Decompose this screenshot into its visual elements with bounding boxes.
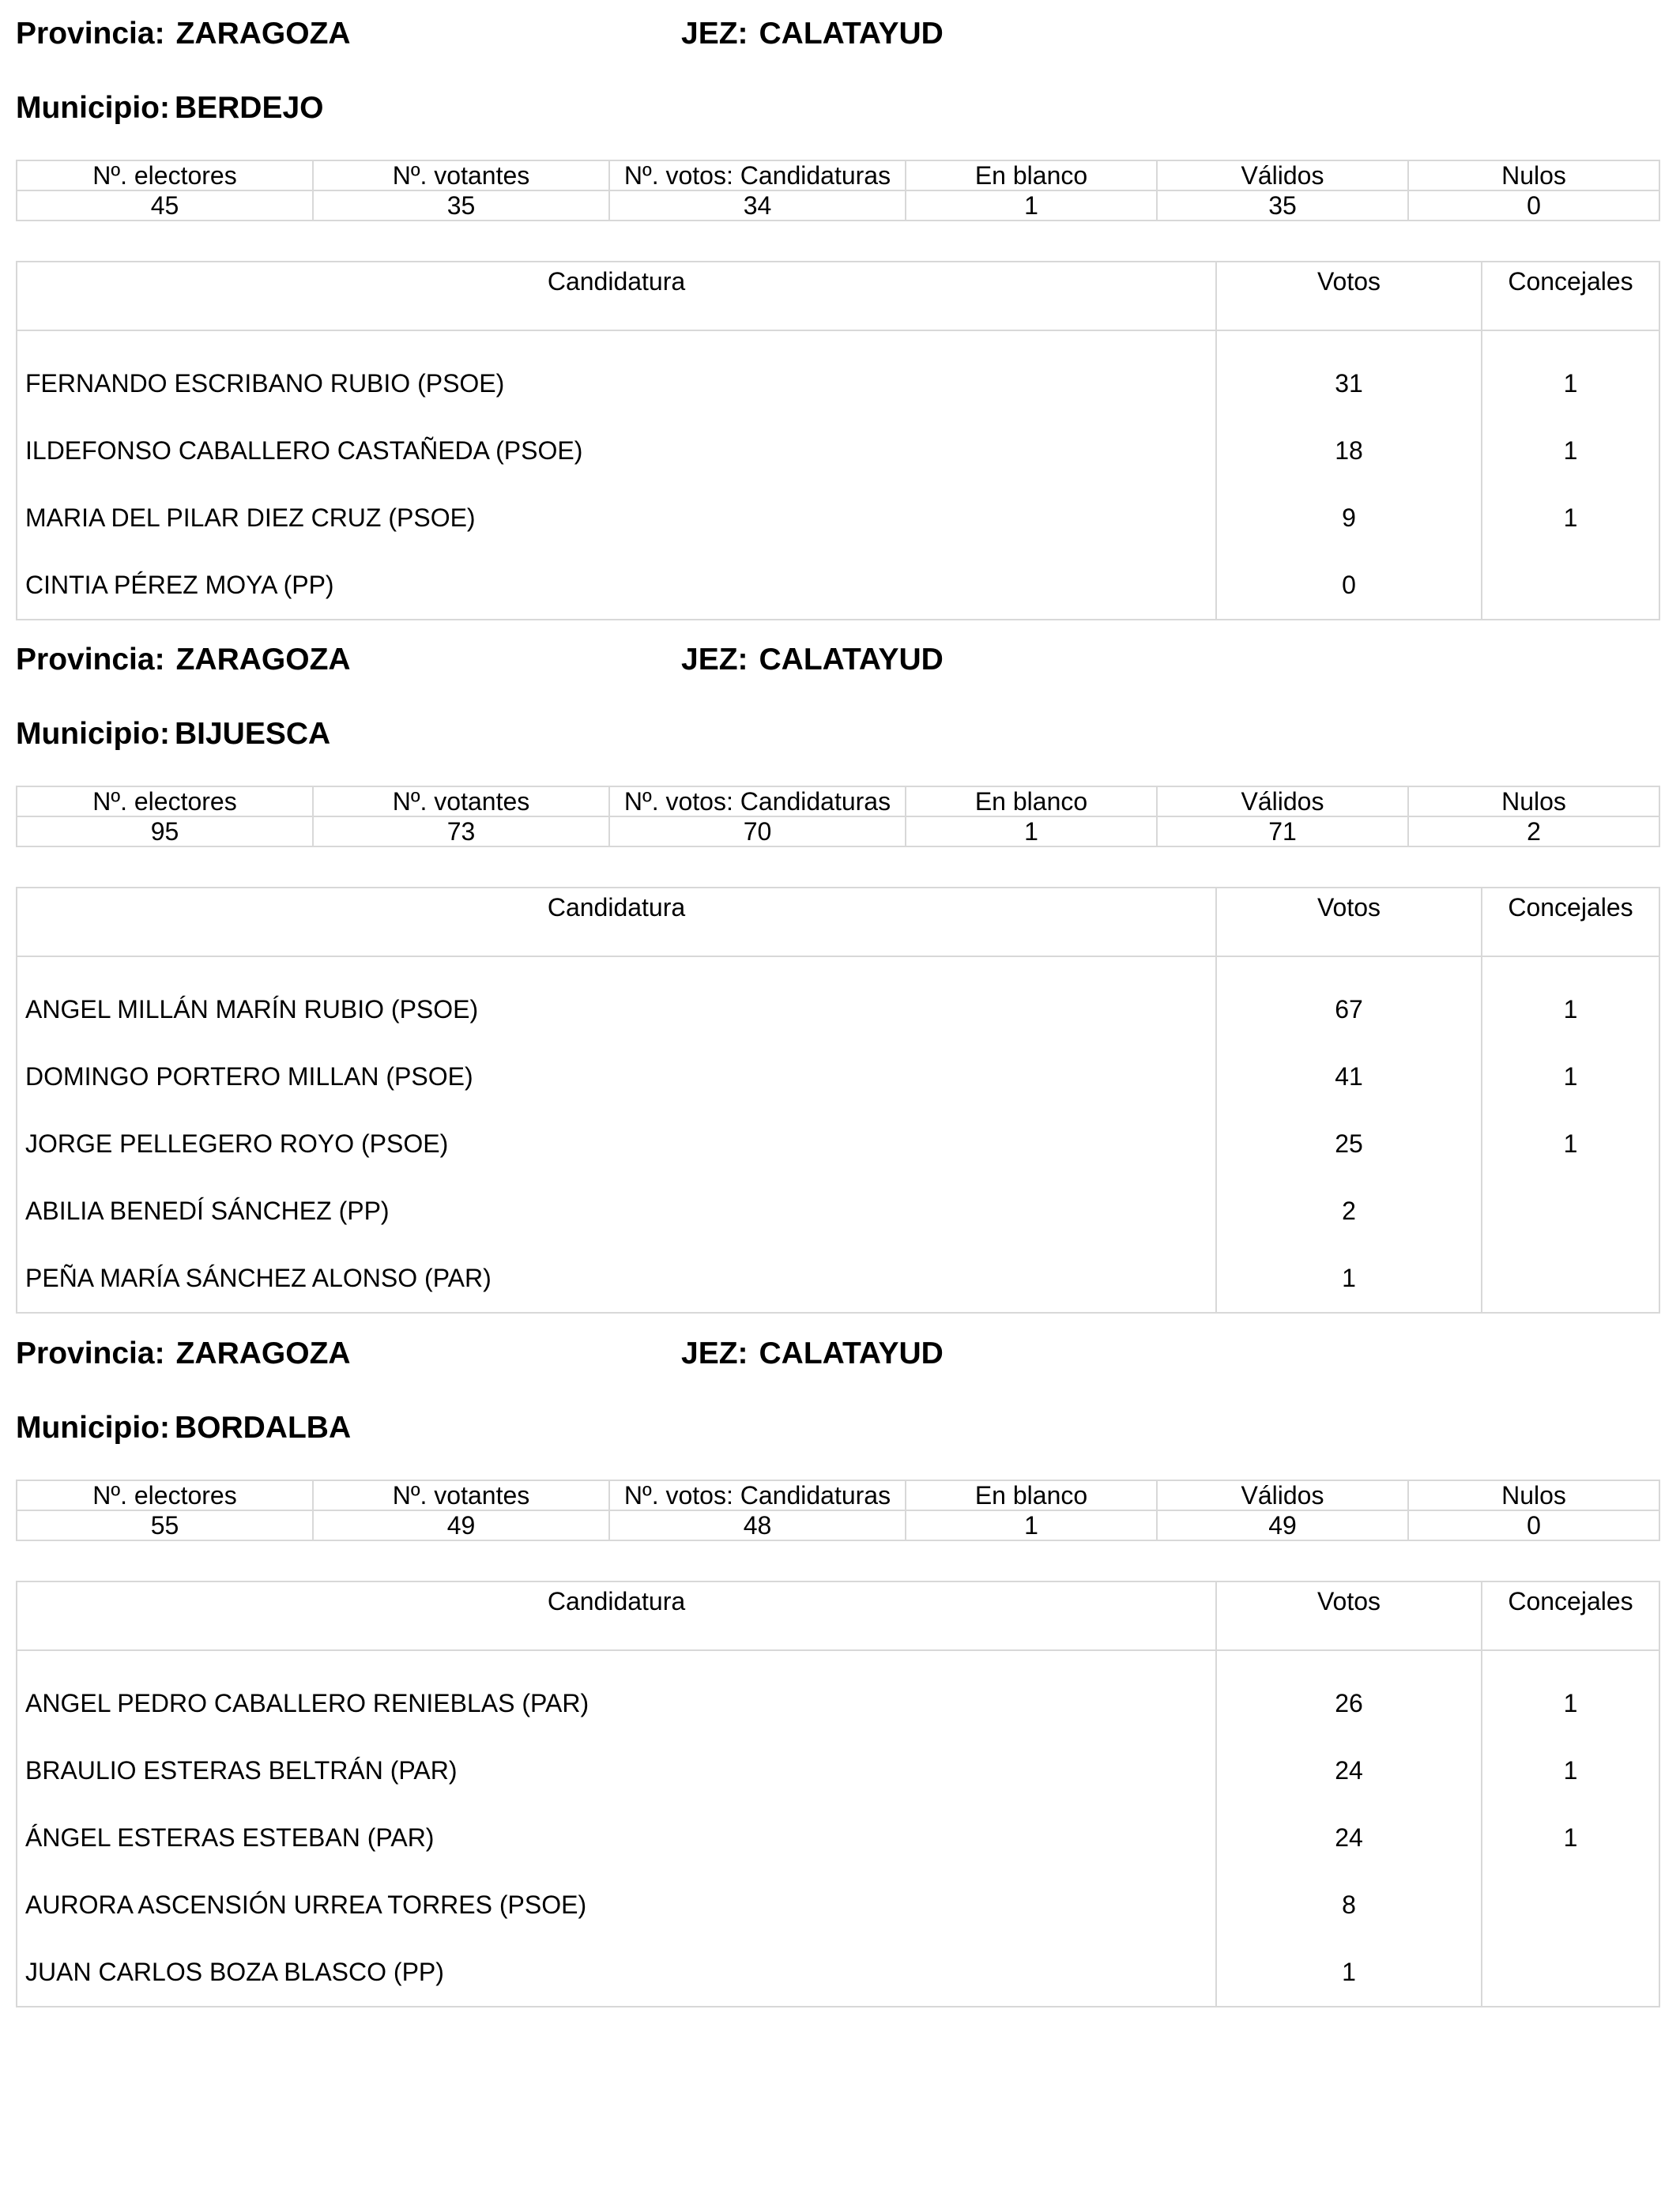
candidate-name: DOMINGO PORTERO MILLAN (PSOE)	[25, 1062, 473, 1091]
candidates-table	[16, 261, 1660, 620]
stat-label: Nº. electores	[17, 786, 313, 816]
jez-heading: JEZ: CALATAYUD	[681, 17, 944, 51]
candidate-votes: 1	[1216, 1245, 1482, 1313]
table-row	[17, 1245, 1659, 1313]
jez-value: CALATAYUD	[759, 643, 944, 677]
candidate-votes: 18	[1216, 417, 1482, 484]
candidate-name: ÁNGEL ESTERAS ESTEBAN (PAR)	[25, 1823, 435, 1852]
stat-value: 35	[1157, 190, 1408, 221]
candidate-votes: 2	[1216, 1178, 1482, 1245]
provincia-heading: Provincia: ZARAGOZA	[16, 1336, 351, 1370]
stat-value: 45	[17, 190, 313, 221]
jez-heading: JEZ: CALATAYUD	[681, 643, 944, 677]
stats-table	[16, 160, 1660, 221]
candidates-table	[16, 887, 1660, 1314]
stat-value: 1	[906, 1510, 1157, 1540]
stat-label: Nº. votantes	[313, 1480, 609, 1510]
stat-value: 49	[1157, 1510, 1408, 1540]
candidate-concejales: 1	[1482, 484, 1659, 552]
candidate-votes: 26	[1216, 1650, 1482, 1737]
candidate-concejales	[1482, 552, 1659, 620]
table-row	[17, 1939, 1659, 2007]
municipio-value: BERDEJO	[174, 91, 324, 125]
stat-value: 1	[906, 816, 1157, 846]
stats-value-row	[17, 1510, 1659, 1540]
stat-label: Válidos	[1157, 1480, 1408, 1510]
stat-value: 0	[1408, 190, 1659, 221]
provincia-heading: Provincia: ZARAGOZA	[16, 17, 351, 51]
municipio-heading: Municipio: BORDALBA	[16, 1411, 352, 1445]
candidate-name: PEÑA MARÍA SÁNCHEZ ALONSO (PAR)	[25, 1264, 492, 1292]
candidate-concejales: 1	[1482, 956, 1659, 1043]
table-row	[17, 1178, 1659, 1245]
candidate-votes: 9	[1216, 484, 1482, 552]
stat-label: Válidos	[1157, 160, 1408, 190]
stat-label: Nº. votantes	[313, 786, 609, 816]
stat-label: Nº. votos: Candidaturas	[609, 1480, 906, 1510]
stat-value: 73	[313, 816, 609, 846]
candidate-votes: 67	[1216, 956, 1482, 1043]
municipio-heading: Municipio: BIJUESCA	[16, 717, 331, 751]
votos-header: Votos	[1216, 262, 1482, 330]
candidate-votes: 24	[1216, 1737, 1482, 1804]
stat-label: Nº. votos: Candidaturas	[609, 786, 906, 816]
stat-value: 2	[1408, 816, 1659, 846]
candidate-concejales: 1	[1482, 1737, 1659, 1804]
stat-label: Nº. votantes	[313, 160, 609, 190]
stat-label: En blanco	[906, 1480, 1157, 1510]
stats-table	[16, 786, 1660, 847]
municipio-heading: Municipio: BERDEJO	[16, 91, 324, 125]
provincia-value: ZARAGOZA	[175, 643, 351, 677]
candidate-name: CINTIA PÉREZ MOYA (PP)	[25, 571, 334, 599]
table-row	[17, 484, 1659, 552]
provincia-heading: Provincia: ZARAGOZA	[16, 643, 351, 677]
table-row	[17, 552, 1659, 620]
candidate-votes: 41	[1216, 1043, 1482, 1110]
candidate-concejales: 1	[1482, 1110, 1659, 1178]
stat-label: En blanco	[906, 786, 1157, 816]
municipality-section-bordalba	[16, 1336, 1659, 2000]
stat-label: Nulos	[1408, 786, 1659, 816]
stat-value: 1	[906, 190, 1157, 221]
stat-label: Nº. electores	[17, 1480, 313, 1510]
candidate-concejales	[1482, 1872, 1659, 1939]
candidate-name: AURORA ASCENSIÓN URREA TORRES (PSOE)	[25, 1891, 587, 1919]
candidate-name: BRAULIO ESTERAS BELTRÁN (PAR)	[25, 1756, 458, 1785]
provincia-value: ZARAGOZA	[175, 17, 351, 51]
table-row	[17, 1043, 1659, 1110]
candidates-table	[16, 1581, 1660, 2007]
candidate-name: FERNANDO ESCRIBANO RUBIO (PSOE)	[25, 369, 505, 398]
municipio-value: BIJUESCA	[174, 717, 331, 751]
concejales-header: Concejales	[1482, 1581, 1659, 1650]
candidate-name: JUAN CARLOS BOZA BLASCO (PP)	[25, 1958, 444, 1986]
candidates-header-row	[17, 1581, 1659, 1650]
candidate-concejales: 1	[1482, 330, 1659, 417]
provincia-value: ZARAGOZA	[175, 1336, 351, 1370]
table-row	[17, 417, 1659, 484]
stat-label: Nº. electores	[17, 160, 313, 190]
candidate-votes: 1	[1216, 1939, 1482, 2007]
candidate-concejales: 1	[1482, 417, 1659, 484]
concejales-header: Concejales	[1482, 262, 1659, 330]
municipality-section-bijuesca	[16, 642, 1659, 1306]
candidate-votes: 0	[1216, 552, 1482, 620]
candidate-name: ANGEL PEDRO CABALLERO RENIEBLAS (PAR)	[25, 1689, 590, 1717]
candidate-name: ANGEL MILLÁN MARÍN RUBIO (PSOE)	[25, 995, 479, 1023]
stat-value: 0	[1408, 1510, 1659, 1540]
candidate-concejales	[1482, 1245, 1659, 1313]
votos-header: Votos	[1216, 888, 1482, 956]
candidatura-header: Candidatura	[17, 1581, 1216, 1650]
stat-label: Válidos	[1157, 786, 1408, 816]
candidate-concejales: 1	[1482, 1043, 1659, 1110]
stats-header-row	[17, 160, 1659, 190]
candidate-name: ABILIA BENEDÍ SÁNCHEZ (PP)	[25, 1197, 390, 1225]
stat-value: 35	[313, 190, 609, 221]
candidate-votes: 31	[1216, 330, 1482, 417]
stats-value-row	[17, 190, 1659, 221]
table-row	[17, 1804, 1659, 1872]
stats-value-row	[17, 816, 1659, 846]
candidate-votes: 8	[1216, 1872, 1482, 1939]
table-row	[17, 956, 1659, 1043]
candidate-concejales: 1	[1482, 1650, 1659, 1737]
stat-label: Nulos	[1408, 1480, 1659, 1510]
candidates-header-row	[17, 888, 1659, 956]
candidate-name: ILDEFONSO CABALLERO CASTAÑEDA (PSOE)	[25, 436, 583, 465]
stats-header-row	[17, 786, 1659, 816]
jez-value: CALATAYUD	[759, 17, 944, 51]
table-row	[17, 1872, 1659, 1939]
candidatura-header: Candidatura	[17, 888, 1216, 956]
candidatura-header: Candidatura	[17, 262, 1216, 330]
candidate-concejales	[1482, 1178, 1659, 1245]
table-row	[17, 1737, 1659, 1804]
stat-value: 34	[609, 190, 906, 221]
municipio-value: BORDALBA	[174, 1411, 352, 1445]
candidate-concejales: 1	[1482, 1804, 1659, 1872]
jez-heading: JEZ: CALATAYUD	[681, 1336, 944, 1370]
stat-value: 70	[609, 816, 906, 846]
stat-label: En blanco	[906, 160, 1157, 190]
candidate-votes: 25	[1216, 1110, 1482, 1178]
stat-value: 55	[17, 1510, 313, 1540]
municipality-section-berdejo	[16, 16, 1659, 601]
stat-label: Nº. votos: Candidaturas	[609, 160, 906, 190]
table-row	[17, 1650, 1659, 1737]
concejales-header: Concejales	[1482, 888, 1659, 956]
jez-value: CALATAYUD	[759, 1336, 944, 1370]
candidate-name: MARIA DEL PILAR DIEZ CRUZ (PSOE)	[25, 503, 476, 532]
stats-table	[16, 1480, 1660, 1541]
candidate-name: JORGE PELLEGERO ROYO (PSOE)	[25, 1129, 449, 1158]
stat-value: 95	[17, 816, 313, 846]
stat-label: Nulos	[1408, 160, 1659, 190]
table-row	[17, 330, 1659, 417]
candidate-concejales	[1482, 1939, 1659, 2007]
candidates-header-row	[17, 262, 1659, 330]
candidate-votes: 24	[1216, 1804, 1482, 1872]
stat-value: 48	[609, 1510, 906, 1540]
stats-header-row	[17, 1480, 1659, 1510]
stat-value: 71	[1157, 816, 1408, 846]
table-row	[17, 1110, 1659, 1178]
votos-header: Votos	[1216, 1581, 1482, 1650]
stat-value: 49	[313, 1510, 609, 1540]
